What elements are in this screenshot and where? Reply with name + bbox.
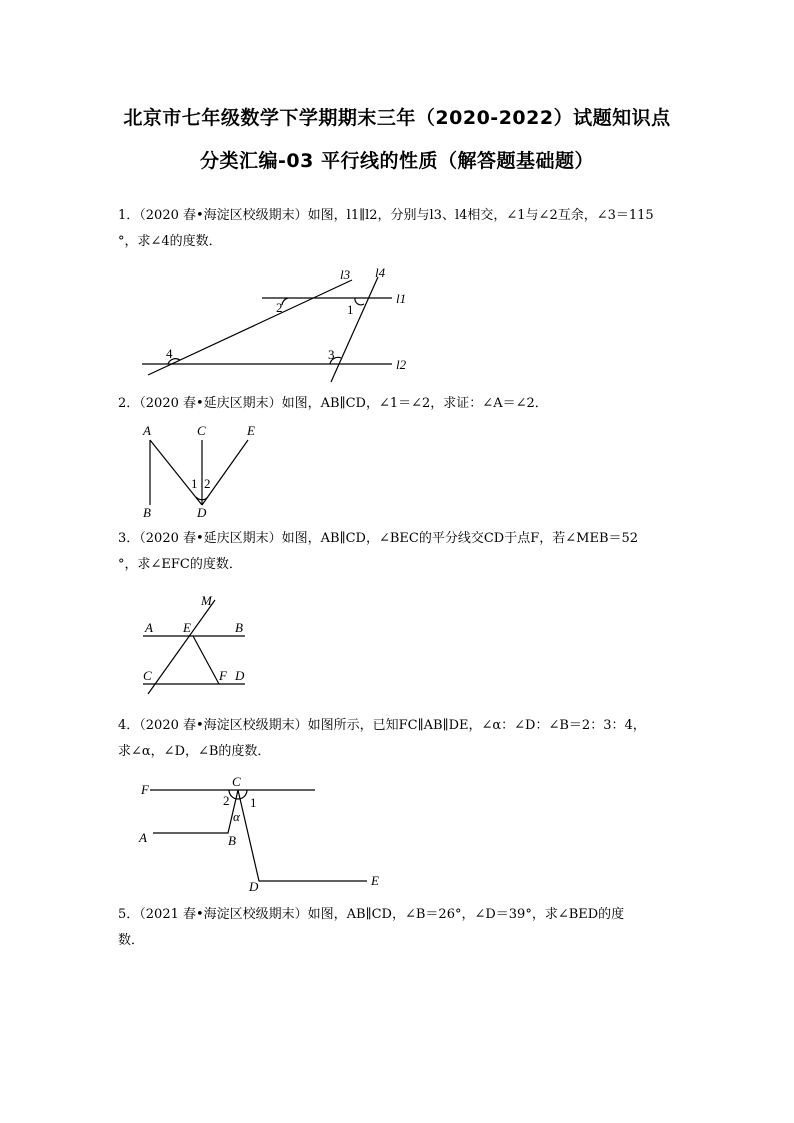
label-E: E: [183, 620, 191, 635]
question-1-number: 1．: [118, 208, 140, 223]
question-5: [118, 902, 678, 954]
label-M: M: [201, 593, 212, 608]
label-angle-2: 2: [223, 793, 230, 808]
question-5-number: 5．: [118, 907, 140, 922]
question-4: [118, 713, 678, 765]
label-F: F: [219, 668, 227, 683]
label-F: F: [141, 782, 149, 797]
question-4-figure: [135, 770, 395, 895]
question-1: [118, 203, 678, 255]
label-angle-3: 3: [328, 347, 335, 362]
question-3-text-line1: （2020 春•延庆区期末）如图，AB∥CD，∠BEC的平分线交CD于点F，若∠MEB＝52: [139, 531, 639, 546]
segment-DE: [202, 440, 248, 505]
label-E: E: [371, 873, 379, 888]
label-l3: l3: [340, 267, 351, 282]
label-angle-1: 1: [347, 302, 354, 317]
question-2-figure: [135, 420, 275, 525]
label-angle-1: 1: [191, 476, 198, 491]
label-C: C: [143, 668, 152, 683]
question-1-text-line1: （2020 春•海淀区校级期末）如图，l1∥l2，分别与l3、l4相交，∠1与∠2互余，∠3＝115: [139, 208, 654, 223]
question-3-number: 3．: [118, 531, 140, 546]
document-title-line1: 北京市七年级数学下学期期末三年（2020-2022）试题知识点: [123, 107, 671, 129]
label-D: D: [249, 879, 259, 894]
question-1-text-line2: °，求∠4的度数．: [118, 234, 222, 249]
question-3-figure: [135, 588, 265, 698]
label-D: D: [197, 505, 207, 520]
label-A: A: [145, 620, 153, 635]
segment-AD: [150, 440, 202, 505]
question-2: [118, 391, 678, 417]
label-angle-4: 4: [166, 346, 173, 361]
label-angle-2: 2: [276, 300, 283, 315]
question-5-text-line1: （2021 春•海淀区校级期末）如图，AB∥CD，∠B＝26°，∠D＝39°，求∠BED的度: [139, 907, 625, 922]
label-C: C: [197, 423, 206, 438]
label-C: C: [232, 774, 241, 789]
label-E: E: [247, 423, 255, 438]
question-5-text-line2: 数．: [118, 933, 145, 948]
label-alpha: α: [233, 809, 240, 824]
question-1-line1: [118, 203, 678, 229]
label-l4: l4: [375, 265, 386, 280]
question-3-line1: [118, 526, 678, 552]
label-l2: l2: [396, 357, 407, 372]
question-4-text-line1: （2020 春•海淀区校级期末）如图所示，已知FC∥AB∥DE，∠α：∠D：∠B＝2：3：4，: [139, 718, 646, 733]
question-3-text-line2: °，求∠EFC的度数．: [118, 557, 242, 572]
question-4-line1: [118, 713, 678, 739]
line-CM: [148, 600, 215, 694]
question-3: [118, 526, 678, 578]
segment-EF: [193, 636, 219, 684]
question-5-line1: [118, 902, 678, 928]
line-l3: [148, 280, 352, 375]
line-l4: [331, 277, 378, 382]
label-l1: l1: [396, 291, 407, 306]
label-A: A: [143, 423, 151, 438]
label-angle-1: 1: [250, 795, 257, 810]
label-D: D: [235, 668, 245, 683]
question-2-line1: [118, 391, 678, 417]
label-B: B: [235, 620, 243, 635]
question-4-text-line2: 求∠α，∠D，∠B的度数．: [118, 744, 271, 759]
polyline-CDE: [238, 790, 367, 881]
question-2-text-line1: （2020 春•延庆区期末）如图，AB∥CD，∠1＝∠2，求证：∠A＝∠2．: [139, 396, 548, 411]
label-angle-2: 2: [204, 476, 211, 491]
question-2-number: 2．: [118, 396, 140, 411]
question-4-number: 4．: [118, 718, 140, 733]
angle-2-arc: [282, 298, 288, 305]
label-B: B: [143, 505, 151, 520]
document-title-line2: 分类汇编-03 平行线的性质（解答题基础题）: [200, 150, 594, 172]
question-1-figure: [130, 265, 430, 385]
angle-1-arc: [355, 298, 364, 305]
label-A: A: [139, 830, 147, 845]
label-B: B: [228, 833, 236, 848]
